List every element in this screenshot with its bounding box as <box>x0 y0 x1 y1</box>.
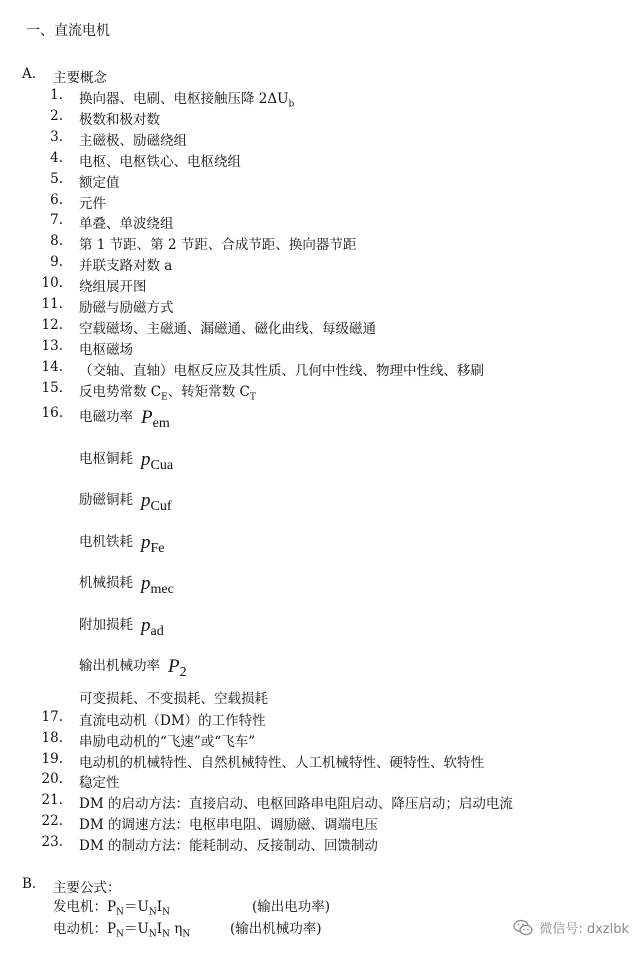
list-number: 8. <box>50 233 63 249</box>
list-item-text: 稳定性 <box>79 775 120 791</box>
formula-note: (输出机械功率) <box>230 921 322 937</box>
list-number: 21. <box>41 792 63 808</box>
list-number: 14. <box>41 359 63 375</box>
loss-item <box>79 613 164 639</box>
subscript: N <box>148 907 157 918</box>
list-number: 23. <box>41 834 63 850</box>
wechat-icon <box>513 919 533 937</box>
list-item-text: 第 1 节距、第 2 节距、合成节距、换向器节距 <box>79 237 357 253</box>
subscript: N <box>162 907 170 918</box>
list-item-text: （交轴、直轴）电枢反应及其性质、几何中性线、物理中性线、移刷 <box>79 363 484 379</box>
loss-item <box>79 405 170 431</box>
loss-subscript: ad <box>150 624 164 639</box>
loss-subscript: Cua <box>150 458 174 473</box>
loss-label: 励磁铜耗 <box>79 492 133 508</box>
list-number: 9. <box>50 254 63 270</box>
formula-expression: $P_N=U_NI_N$ $\eta_N$ <box>107 921 191 940</box>
subscript: b <box>288 99 295 110</box>
list-number: 11. <box>41 296 63 312</box>
loss-symbol: $P_{em}$ <box>141 407 170 431</box>
list-item-text: 换向器、电刷、电枢接触压降 $2\Delta U_b$ <box>79 91 295 110</box>
section-a-letter: A. <box>22 66 37 82</box>
list-number: 18. <box>41 730 63 746</box>
subscript: T <box>249 392 256 403</box>
loss-item <box>79 530 165 556</box>
loss-label: 机械损耗 <box>79 575 133 591</box>
list-item-text: 空载磁场、主磁通、漏磁通、磁化曲线、每级磁通 <box>79 321 376 337</box>
list-number: 10. <box>41 275 63 291</box>
watermark <box>513 918 629 937</box>
list-number: 3. <box>50 129 63 145</box>
watermark-text: 微信号: dxzlbk <box>539 922 629 937</box>
loss-symbol: $p_{ad}$ <box>141 615 164 639</box>
list-item-text: 电枢磁场 <box>79 342 133 358</box>
subscript: N <box>148 929 157 940</box>
loss-label: 附加损耗 <box>79 617 133 633</box>
subscript: N <box>116 907 124 918</box>
subscript: N <box>182 929 191 940</box>
section-b-letter: B. <box>22 876 37 892</box>
section-heading: 一、直流电机 <box>26 23 110 39</box>
formula-row <box>53 917 322 940</box>
loss-label: 电机铁耗 <box>79 534 133 550</box>
list-item-text: 电动机的机械特性、自然机械特性、人工机械特性、硬特性、软特性 <box>79 755 484 771</box>
formula-note: (输出电功率) <box>252 899 331 915</box>
list-number: 4. <box>50 150 63 166</box>
list-number: 22. <box>41 813 63 829</box>
list-item-text: 单叠、单波绕组 <box>79 216 174 232</box>
list-item-text: 绕组展开图 <box>79 279 147 295</box>
loss-label: 输出机械功率 <box>79 658 160 674</box>
formula-label: 电动机： <box>53 921 107 937</box>
list-number: 7. <box>50 212 63 228</box>
subscript: N <box>162 929 170 940</box>
list-item-text: 反电势常数 $C_E$、转矩常数 $C_T$ <box>79 384 256 403</box>
loss-label: 电枢铜耗 <box>79 451 133 467</box>
list-item-text: 直流电动机（DM）的工作特性 <box>79 713 266 729</box>
list-number: 19. <box>41 751 63 767</box>
loss-item <box>79 571 174 597</box>
loss-subscript: em <box>152 416 170 431</box>
loss-symbol: $p_{mec}$ <box>141 573 174 597</box>
list-number: 2. <box>50 108 63 124</box>
formula-label: 发电机： <box>53 899 107 915</box>
subscript: N <box>116 929 124 940</box>
loss-subscript: Cuf <box>150 499 172 514</box>
list-item-text: 励磁与励磁方式 <box>79 300 174 316</box>
loss-symbol: $p_{Cuf}$ <box>141 490 172 514</box>
list-item-text: 电枢、电枢铁心、电枢绕组 <box>79 154 241 170</box>
list-number: 20. <box>41 771 63 787</box>
section-b-title: 主要公式： <box>53 880 121 896</box>
section-a-title: 主要概念 <box>53 70 107 86</box>
formula-expression: $P_N=U_NI_N$ <box>107 899 170 918</box>
list-item-text: 额定值 <box>79 175 120 191</box>
list-item-text: 元件 <box>79 196 106 212</box>
loss-subscript: mec <box>150 582 174 597</box>
list-number: 1. <box>50 87 63 103</box>
list-number: 16. <box>41 405 63 421</box>
list-number: 13. <box>41 338 63 354</box>
loss-subscript: 2 <box>179 665 187 680</box>
list-item-text: 极数和极对数 <box>79 112 160 128</box>
loss-item <box>79 654 187 680</box>
list-item-text: 主磁极、励磁绕组 <box>79 133 187 149</box>
loss-symbol: $P_2$ <box>168 656 187 680</box>
loss-item <box>79 447 174 473</box>
list-item-text: DM 的制动方法：能耗制动、反接制动、回馈制动 <box>79 838 378 854</box>
list-number: 15. <box>41 380 63 396</box>
loss-extra: 可变损耗、不变损耗、空载损耗 <box>79 691 268 707</box>
list-number: 17. <box>41 709 63 725</box>
list-item-text: DM 的调速方法：电枢串电阻、调励磁、调端电压 <box>79 817 378 833</box>
list-item-text: 串励电动机的“飞速”或“飞车” <box>79 734 256 750</box>
subscript: E <box>161 392 168 403</box>
loss-item <box>79 488 172 514</box>
list-number: 6. <box>50 192 63 208</box>
list-number: 5. <box>50 171 63 187</box>
loss-symbol: $p_{Fe}$ <box>141 532 165 556</box>
list-item-text: DM 的启动方法：直接启动、电枢回路串电阻启动、降压启动；启动电流 <box>79 796 513 812</box>
list-number: 12. <box>41 317 63 333</box>
loss-label: 电磁功率 <box>79 409 133 425</box>
loss-subscript: Fe <box>150 541 165 556</box>
list-item-text: 并联支路对数 a <box>79 258 173 274</box>
formula-row <box>53 895 330 918</box>
loss-symbol: $p_{Cua}$ <box>141 449 174 473</box>
